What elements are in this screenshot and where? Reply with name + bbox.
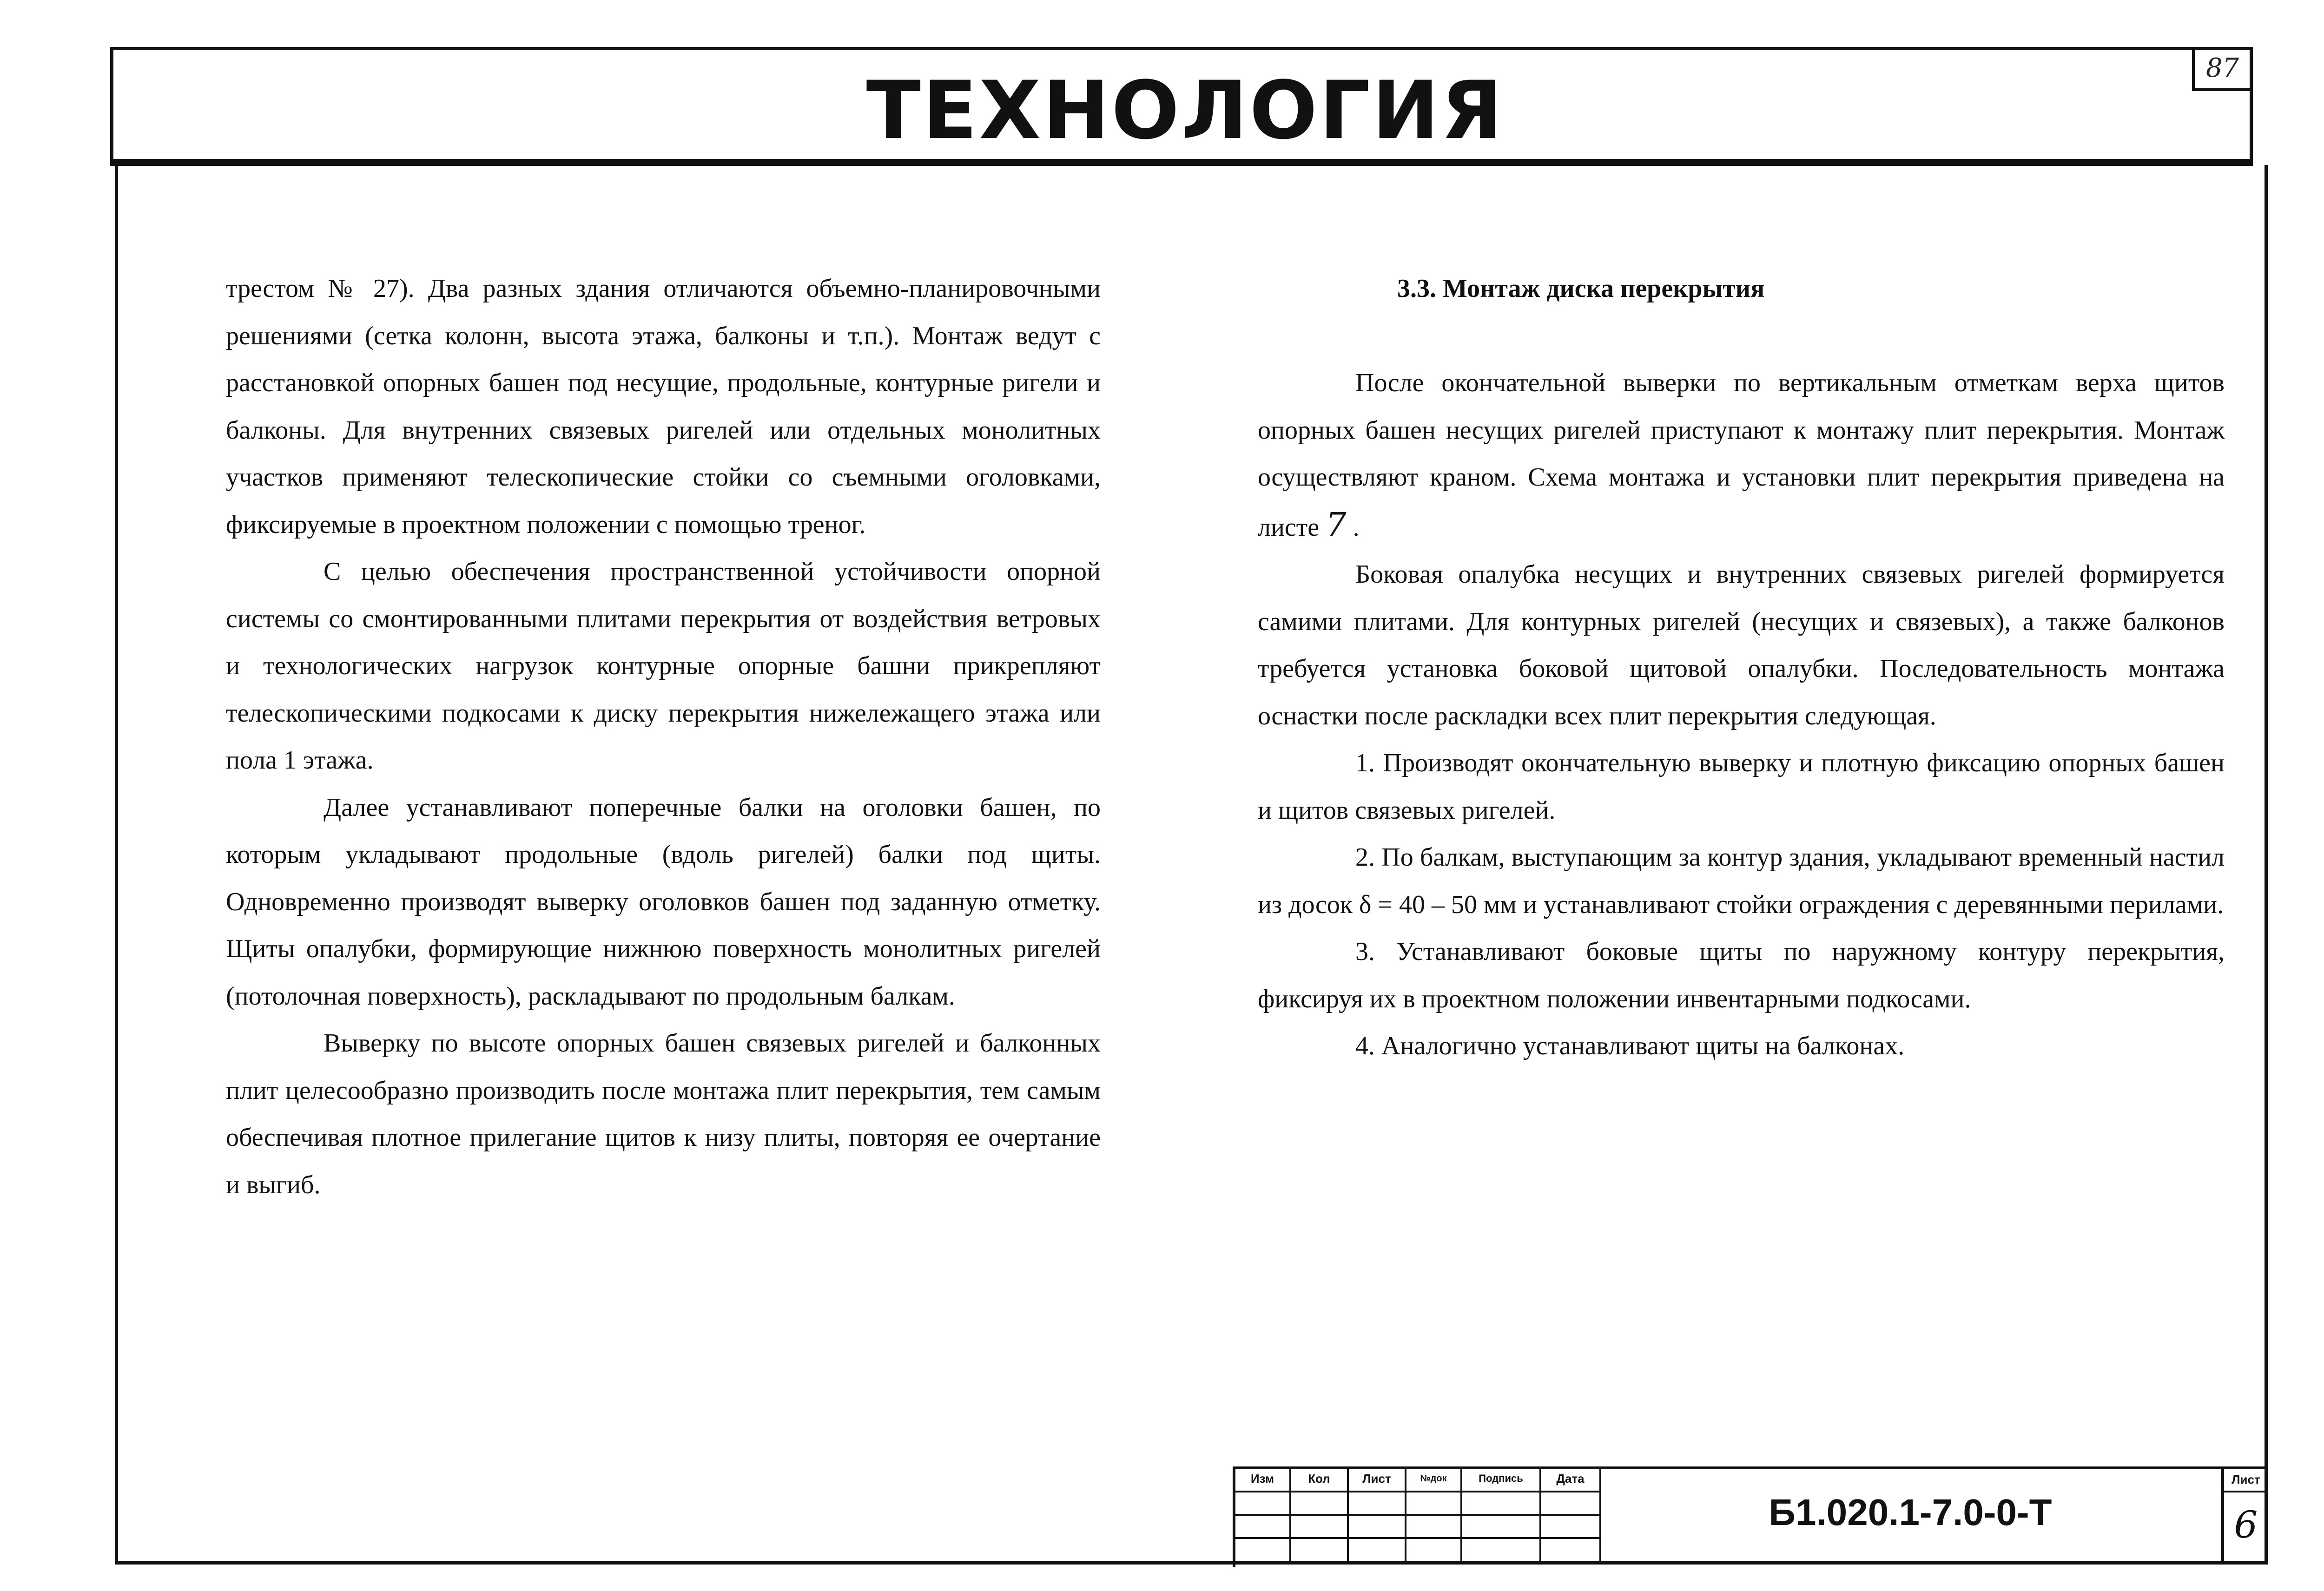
title-block-label-kol: Кол	[1291, 1469, 1349, 1492]
sheet-number: 6	[2234, 1503, 2258, 1546]
title-block-cell	[1406, 1539, 1462, 1565]
section-heading: 3.3. Монтаж диска перекрытия	[1397, 274, 1765, 303]
list-item-2: 2. По балкам, выступающим за контур здания, укладывают временный настил из досок δ = 40 – 50 мм и устанавливают стойки ограждения с деревянными перилами.	[1258, 843, 2225, 919]
left-paragraph-3: Далее устанавливают поперечные балки на оголовки башен, по которым укладывают продольные (вдоль ригелей) балки под щиты. Одновременно производят выверку оголовков башен под заданную отметку. Щиты опалубки, формирующие нижнюю поверхность монолитных ригелей (потолочная поверхность), раскладывают по продольным балкам.	[226, 793, 1101, 1011]
title-block-cell	[1349, 1492, 1406, 1516]
title-block-cell	[1235, 1492, 1291, 1516]
title-block-cell	[1291, 1516, 1349, 1539]
title-block-cell	[1462, 1539, 1541, 1565]
sheet-reference: 7	[1326, 505, 1347, 544]
title-block-cell	[1406, 1492, 1462, 1516]
heading-gap	[1258, 313, 2225, 360]
title-block-label-ndok: №док	[1406, 1469, 1462, 1492]
left-paragraph-2: С целью обеспечения пространственной устойчивости опорной системы со смонтированными плитами перекрытия от воздействия ветровых и технологических нагрузок контурные опорные башни прикрепляют телескопическими подкосами к диску перекрытия нижележащего этажа или пола 1 этажа.	[226, 557, 1101, 775]
title-block-cell	[1406, 1516, 1462, 1539]
page-title: ТЕХНОЛОГИЯ	[866, 64, 1505, 157]
title-block-label-list: Лист	[1349, 1469, 1406, 1492]
title-block-cell	[1462, 1516, 1541, 1539]
title-block-label-izm: Изм	[1235, 1469, 1291, 1492]
title-block-cell	[1349, 1516, 1406, 1539]
title-block-cell	[1541, 1539, 1601, 1565]
title-block-cell	[1235, 1516, 1291, 1539]
title-block-cell	[1541, 1516, 1601, 1539]
title-block-label-podpis: Подпись	[1462, 1469, 1541, 1492]
left-paragraph-4: Выверку по высоте опорных башен связевых ригелей и балконных плит целесообразно производить после монтажа плит перекрытия, тем самым обеспечивая плотное прилегание щитов к низу плиты, повторяя ее очертание и выгиб.	[226, 1029, 1101, 1199]
list-item-1: 1. Производят окончательную выверку и плотную фиксацию опорных башен и щитов связевых ригелей.	[1258, 749, 2225, 825]
right-paragraph-1-text: После окончательной выверки по вертикальным отметкам верха щитов опорных башен несущих ригелей приступают к монтажу плит перекрытия. Монтаж осуществляют краном. Схема монтажа и установки плит перекрытия приведена на листе	[1258, 368, 2225, 542]
list-item-4: 4. Аналогично устанавливают щиты на балконах.	[1355, 1032, 1905, 1060]
document-code: Б1.020.1-7.0-0-Т	[1769, 1492, 2052, 1533]
right-paragraph-1-end: .	[1353, 513, 1360, 542]
title-block-cell	[1541, 1492, 1601, 1516]
title-block-label-data: Дата	[1541, 1469, 1601, 1492]
title-block-sheet-box	[2221, 1466, 2268, 1565]
left-paragraph-1: трестом № 27). Два разных здания отличаются объемно-планировочными решениями (сетка колонн, высота этажа, балконы и т.п.). Монтаж ведут с расстановкой опорных башен под несущие, продольные, контурные ригели и балконы. Для внутренних связевых ригелей или отдельных монолитных участков применяют телескопические стойки со съемными оголовками, фиксируемые в проектном положении с помощью треног.	[226, 274, 1101, 539]
right-paragraph-1	[1258, 360, 2225, 551]
title-block-cell	[1349, 1539, 1406, 1565]
left-column	[226, 265, 1101, 1209]
sheet-label: Лист	[2224, 1469, 2268, 1492]
title-block-cell	[1462, 1492, 1541, 1516]
page-number: 87	[2192, 47, 2253, 91]
right-paragraph-2: Боковая опалубка несущих и внутренних связевых ригелей формируется самими плитами. Для контурных ригелей (несущих и связевых), а также балконов требуется установка боковой щитовой опалубки. Последовательность монтажа оснастки после раскладки всех плит перекрытия следующая.	[1258, 560, 2225, 730]
list-item-3: 3. Устанавливают боковые щиты по наружному контуру перекрытия, фиксируя их в проектном положении инвентарными подкосами.	[1258, 937, 2225, 1013]
title-block-cell	[1291, 1492, 1349, 1516]
title-block-grid	[1233, 1466, 1604, 1567]
right-column	[1258, 265, 2225, 1070]
title-block-cell	[1235, 1539, 1291, 1565]
title-block-cell	[1291, 1539, 1349, 1565]
